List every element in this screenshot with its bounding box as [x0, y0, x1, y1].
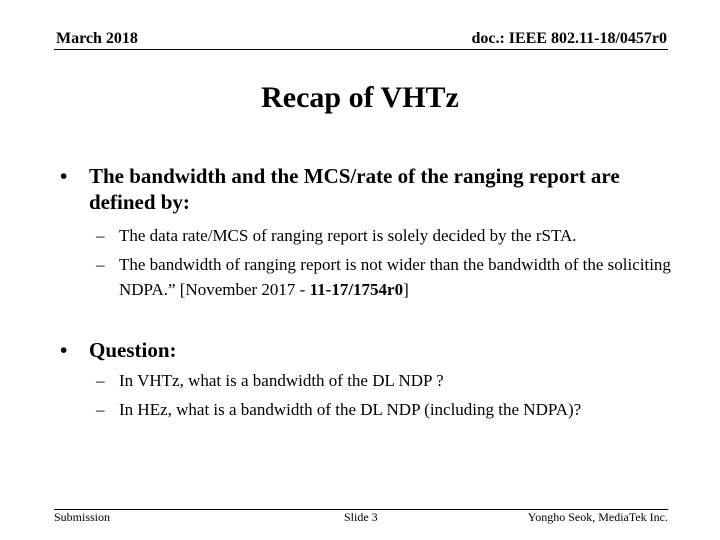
sub-bullet-2-1: [96, 368, 676, 393]
header-doc-id: doc.: IEEE 802.11-18/0457r0: [471, 30, 667, 47]
header-divider: [54, 49, 668, 50]
dash-marker: –: [96, 226, 105, 245]
bullet-1-text: The bandwidth and the MCS/rate of the ranging report are defined by:: [89, 164, 620, 214]
bullet-marker: •: [60, 338, 68, 362]
footer-slide-number: Slide 3: [344, 510, 378, 524]
slide-title: Recap of VHTz: [261, 81, 459, 114]
sub-bullet-1-2: [96, 252, 676, 302]
bullet-2-text: Question:: [89, 338, 177, 362]
sub-bullet-1-1-text: The data rate/MCS of ranging report is solely decided by the rSTA.: [119, 226, 577, 245]
sub-bullet-1-2-text: [96, 252, 676, 302]
doc-reference: 11-17/1754r0: [309, 280, 404, 299]
sub-bullet-2-2: [96, 397, 676, 422]
dash-marker: –: [96, 400, 105, 419]
bullet-marker: •: [60, 164, 68, 188]
header-date: March 2018: [56, 30, 138, 47]
sub-bullet-1-2-prefix: The bandwidth of ranging report is not wider than the bandwidth of the soliciting NDPA.” [November 2017 -: [119, 255, 671, 299]
sub-bullet-1-2-suffix: ]: [403, 280, 409, 299]
bullet-1: [60, 163, 680, 215]
footer-submission: Submission: [54, 510, 111, 524]
footer-author: Yongho Seok, MediaTek Inc.: [527, 510, 668, 524]
sub-bullet-2-1-text: In VHTz, what is a bandwidth of the DL NDP ?: [119, 371, 444, 390]
sub-bullet-2-2-text: In HEz, what is a bandwidth of the DL NDP (including the NDPA)?: [119, 400, 582, 419]
bullet-2: [60, 337, 680, 363]
dash-marker: –: [96, 255, 105, 274]
sub-bullet-1-1: [96, 223, 676, 248]
dash-marker: –: [96, 371, 105, 390]
